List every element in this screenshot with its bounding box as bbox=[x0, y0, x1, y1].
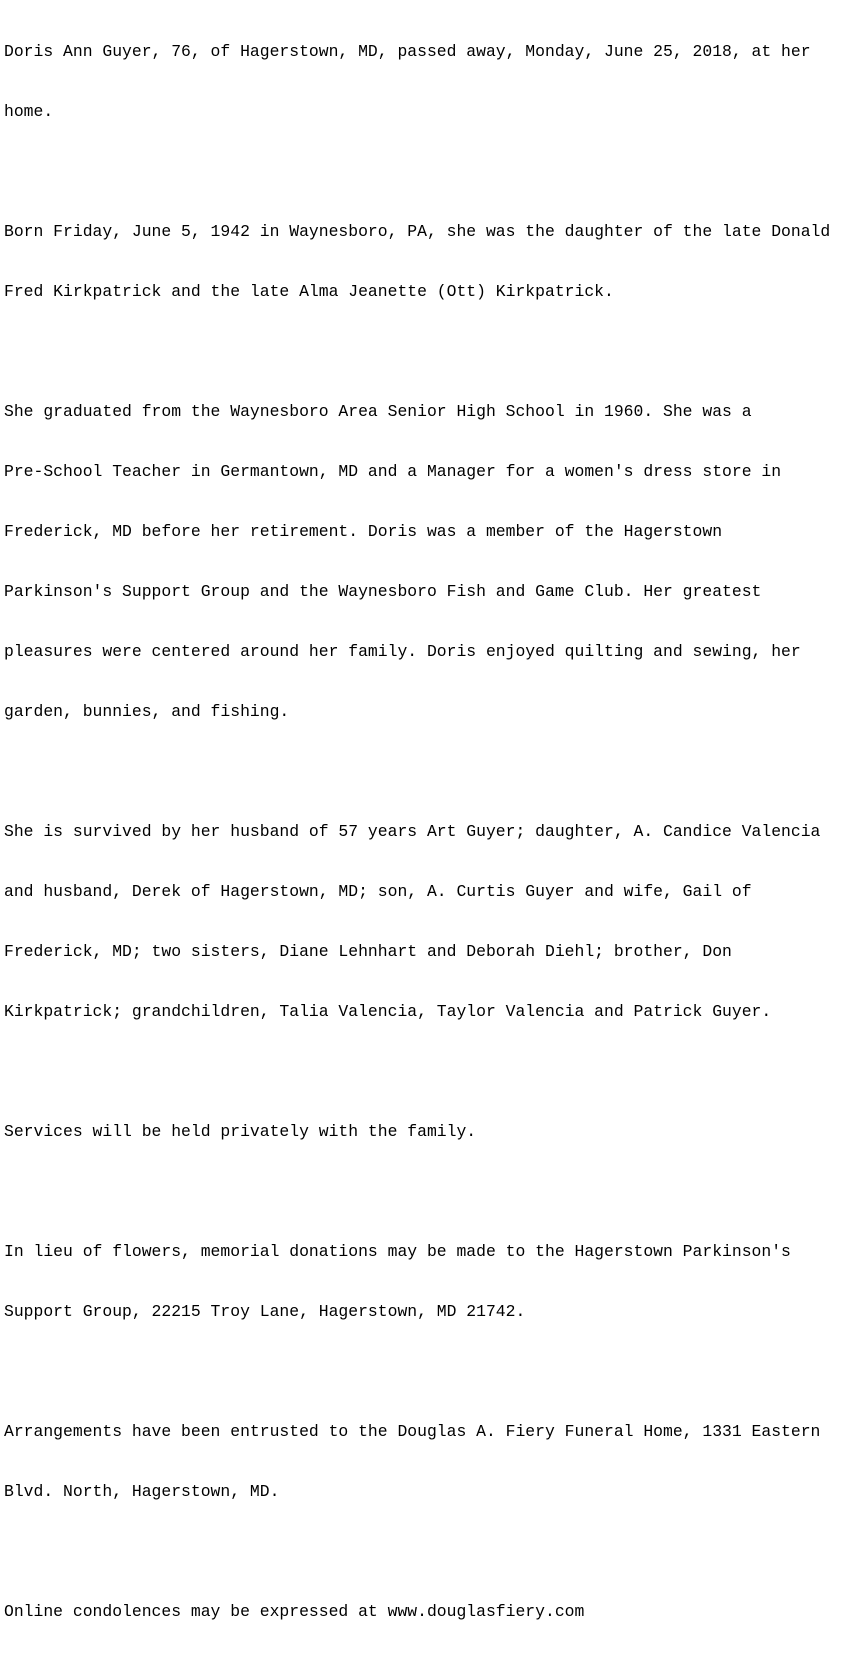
paragraph-death-notice bbox=[4, 2, 863, 162]
text-line: home. bbox=[4, 102, 54, 121]
text-line: Arrangements have been entrusted to the Douglas A. Fiery Funeral Home, 1331 Eastern bbox=[4, 1422, 821, 1441]
paragraph-services bbox=[4, 1082, 863, 1182]
text-line: She graduated from the Waynesboro Area Senior High School in 1960. She was a bbox=[4, 402, 752, 421]
text-line: Kirkpatrick; grandchildren, Talia Valencia, Taylor Valencia and Patrick Guyer. bbox=[4, 1002, 772, 1021]
text-line: Born Friday, June 5, 1942 in Waynesboro, PA, she was the daughter of the late Donald bbox=[4, 222, 831, 241]
paragraph-birth bbox=[4, 182, 863, 342]
text-line: Services will be held privately with the family. bbox=[4, 1122, 477, 1141]
text-line: She is survived by her husband of 57 years Art Guyer; daughter, A. Candice Valencia bbox=[4, 822, 821, 841]
text-line: Fred Kirkpatrick and the late Alma Jeanette (Ott) Kirkpatrick. bbox=[4, 282, 614, 301]
paragraph-condolences bbox=[4, 1562, 863, 1662]
paragraph-biography bbox=[4, 362, 863, 762]
paragraph-arrangements bbox=[4, 1382, 863, 1542]
text-line: Support Group, 22215 Troy Lane, Hagerstown, MD 21742. bbox=[4, 1302, 526, 1321]
text-line: garden, bunnies, and fishing. bbox=[4, 702, 290, 721]
text-line: Doris Ann Guyer, 76, of Hagerstown, MD, passed away, Monday, June 25, 2018, at her bbox=[4, 42, 811, 61]
paragraph-survivors bbox=[4, 782, 863, 1062]
text-line: pleasures were centered around her family. Doris enjoyed quilting and sewing, her bbox=[4, 642, 801, 661]
text-line: Frederick, MD; two sisters, Diane Lehnhart and Deborah Diehl; brother, Don bbox=[4, 942, 732, 961]
text-line: Frederick, MD before her retirement. Doris was a member of the Hagerstown bbox=[4, 522, 723, 541]
text-line: Pre-School Teacher in Germantown, MD and a Manager for a women's dress store in bbox=[4, 462, 782, 481]
paragraph-donations bbox=[4, 1202, 863, 1362]
text-line: Parkinson's Support Group and the Waynesboro Fish and Game Club. Her greatest bbox=[4, 582, 762, 601]
text-line: In lieu of flowers, memorial donations may be made to the Hagerstown Parkinson's bbox=[4, 1242, 791, 1261]
text-line: and husband, Derek of Hagerstown, MD; son, A. Curtis Guyer and wife, Gail of bbox=[4, 882, 752, 901]
text-line: Online condolences may be expressed at www.douglasfiery.com bbox=[4, 1602, 585, 1621]
text-line: Blvd. North, Hagerstown, MD. bbox=[4, 1482, 280, 1501]
